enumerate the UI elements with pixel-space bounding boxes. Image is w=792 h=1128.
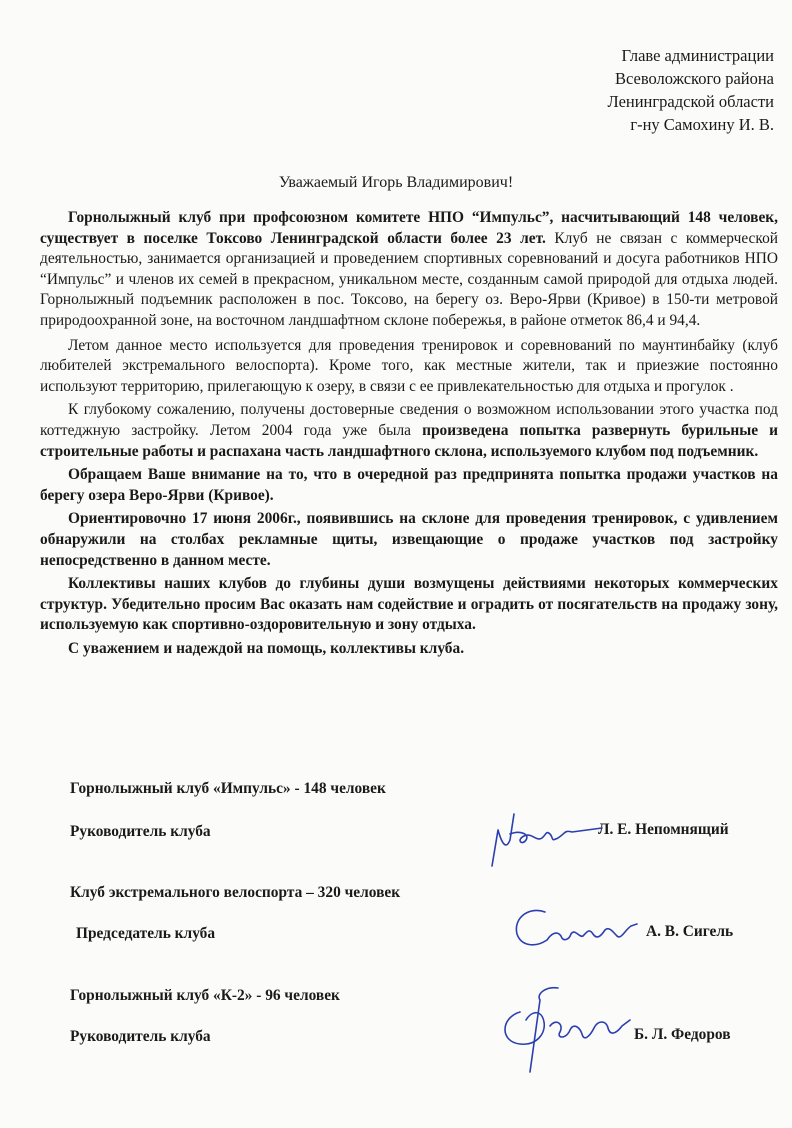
paragraph	[40, 574, 778, 636]
club-title: Клуб экстремального велоспорта – 320 человек	[70, 884, 401, 901]
paragraph	[40, 639, 778, 660]
paragraph-bold-part: произведена попытка развернуть бурильные и строительные работы и распахана часть ландшафтного склона, используемого клубом под подъемник.	[40, 421, 778, 460]
paragraph-normal-part: Клуб не связан с коммерческой деятельностью, занимается организацией и проведением спортивных соревнований и досуга работников НПО “Импульс” и членов их семей в прекрасном, уникальном месте, созданным самой природой для отдыха людей. Горнолыжный подъемник расположен в пос. Токсово, на берегу оз. Веро-Ярви (Кривое) в 150-ти метровой природоохранной зоне, на восточном ландшафтном склоне побережья, в районе отметок 86,4 и 94,4.	[40, 229, 778, 329]
signer-role: Руководитель клуба	[70, 823, 211, 840]
signer-name: А. В. Сигель	[646, 923, 734, 940]
addressee-block	[608, 44, 775, 136]
addressee-line: Главе администрации	[621, 46, 774, 65]
paragraph-bold-part: Коллективы наших клубов до глубины души возмущены действиями некоторых коммерческих структур. Убедительно просим Вас оказать нам содействие и оградить от посягательств на продажу зону, используемую как спортивно-оздоровительную и зону отдыха.	[40, 575, 778, 634]
signer-role: Председатель клуба	[76, 925, 216, 942]
signature-icon	[480, 800, 610, 870]
addressee-line: Ленинградской области	[607, 92, 774, 111]
signer-role: Руководитель клуба	[70, 1028, 211, 1045]
letter-body	[40, 208, 778, 662]
paragraph-normal-part: К глубокому сожалению, получены достоверные сведения о возможном использовании этого участка под коттеджную застройку. Летом 2004 года уже была	[40, 401, 778, 439]
signature-icon	[505, 900, 645, 960]
signer-name: Б. Л. Федоров	[634, 1026, 731, 1043]
salutation: Уважаемый Игорь Владимирович!	[278, 174, 514, 191]
signature-icon	[490, 980, 635, 1080]
club-title: Горнолыжный клуб «К-2» - 96 человек	[70, 987, 340, 1004]
paragraph-bold-part: Горнолыжный клуб при профсоюзном комитете НПО “Импульс”, насчитывающий 148 человек, существует в поселке Токсово Ленинградской области более 23 лет.	[40, 209, 778, 247]
paragraph-bold-part: С уважением и надеждой на помощь, коллективы клуба.	[68, 639, 465, 657]
paragraph	[40, 400, 778, 462]
paragraph	[40, 465, 778, 506]
paragraph	[40, 509, 778, 571]
paragraph	[40, 208, 778, 332]
paragraph-bold-part: Обращаем Ваше внимание на то, что в очередной раз предпринята попытка продажи участков на берегу озера Веро-Ярви (Кривое).	[40, 466, 778, 504]
club-title: Горнолыжный клуб «Импульс» - 148 человек	[70, 780, 386, 797]
addressee-line: г-ну Самохину И. В.	[630, 115, 774, 134]
paragraph-bold-part: Ориентировочно 17 июня 2006г., появившись на склоне для проведения тренировок, с удивлением обнаружили на столбах рекламные щиты, извещающие о продаже участков под застройку непосредственно в данном месте.	[40, 510, 778, 569]
paragraph: Летом данное место используется для проведения тренировок и соревнований по маунтинбайку (клуб любителей экстремального велоспорта). Кроме того, как местные жители, так и приезжие постоянно используют территорию, прилегающую к озеру, в связи с ее привлекательностью для отдыха и прогулок .	[40, 336, 778, 395]
addressee-line: Всеволожского района	[614, 69, 774, 88]
signer-name: Л. Е. Непомнящий	[598, 821, 729, 838]
